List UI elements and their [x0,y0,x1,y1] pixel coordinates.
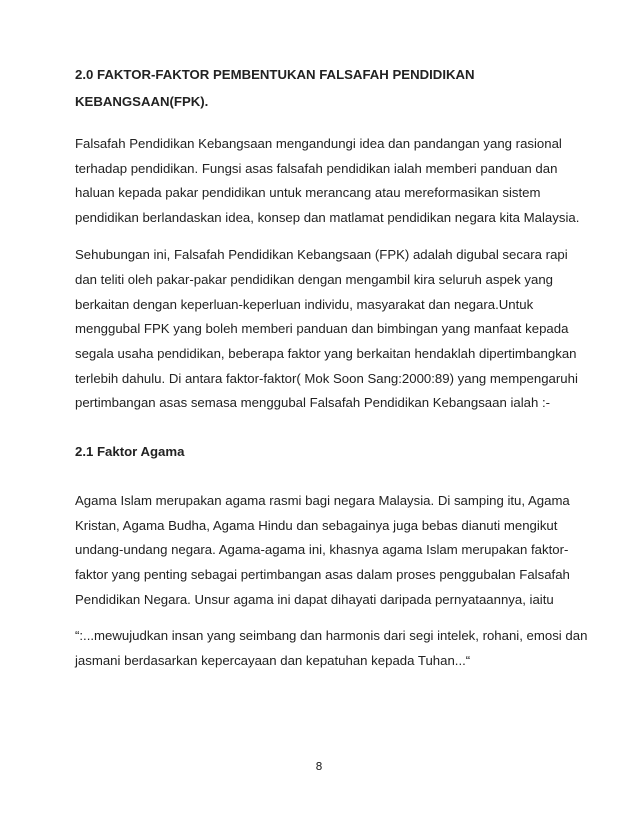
paragraph-line: Falsafah Pendidikan Kebangsaan mengandungi idea dan pandangan yang rasional [75,136,562,151]
paragraph-line: Agama Islam merupakan agama rasmi bagi negara Malaysia. Di samping itu, Agama [75,493,570,508]
paragraph-line: menggubal FPK yang boleh memberi panduan dan bimbingan yang manfaat kepada [75,321,569,336]
paragraph-line: dan teliti oleh pakar-pakar pendidikan dengan mengambil kira seluruh aspek yang [75,272,553,287]
paragraph-line: terlebih dahulu. Di antara faktor-faktor( Mok Soon Sang:2000:89) yang mempengaruhi [75,371,578,386]
paragraph-line: berkaitan dengan keperluan-keperluan individu, masyarakat dan negara.Untuk [75,297,534,312]
paragraph-line: pendidikan berlandaskan idea, konsep dan matlamat pendidikan negara kita Malaysia. [75,210,580,225]
section-heading-line-2: KEBANGSAAN(FPK). [75,94,209,109]
paragraph-line: haluan kepada pakar pendidikan untuk merancang atau mereformasikan sistem [75,185,541,200]
paragraph-line: terhadap pendidikan. Fungsi asas falsafah pendidikan ialah memberi panduan dan [75,161,558,176]
paragraph-line: pertimbangan asas semasa menggubal Falsafah Pendidikan Kebangsaan ialah :- [75,395,551,410]
subsection-heading: 2.1 Faktor Agama [75,444,185,459]
paragraph-line: faktor yang penting sebagai pertimbangan asas dalam proses penggubalan Falsafah [75,567,570,582]
quote-line: jasmani berdasarkan kepercayaan dan kepatuhan kepada Tuhan...“ [75,653,471,668]
paragraph-line: Kristan, Agama Budha, Agama Hindu dan sebagainya juga bebas dianuti mengikut [75,518,558,533]
page-number: 8 [315,760,323,773]
paragraph-line: undang-undang negara. Agama-agama ini, khasnya agama Islam merupakan faktor- [75,542,569,557]
paragraph-line: Sehubungan ini, Falsafah Pendidikan Kebangsaan (FPK) adalah digubal secara rapi [75,247,568,262]
paragraph-line: Pendidikan Negara. Unsur agama ini dapat dihayati daripada pernyataannya, iaitu [75,592,554,607]
paragraph-line: segala usaha pendidikan, beberapa faktor yang berkaitan hendaklah dipertimbangkan [75,346,577,361]
quote-line: “:...mewujudkan insan yang seimbang dan harmonis dari segi intelek, rohani, emosi dan [75,628,588,643]
section-heading-line-1: 2.0 FAKTOR-FAKTOR PEMBENTUKAN FALSAFAH PENDIDIKAN [75,67,475,82]
